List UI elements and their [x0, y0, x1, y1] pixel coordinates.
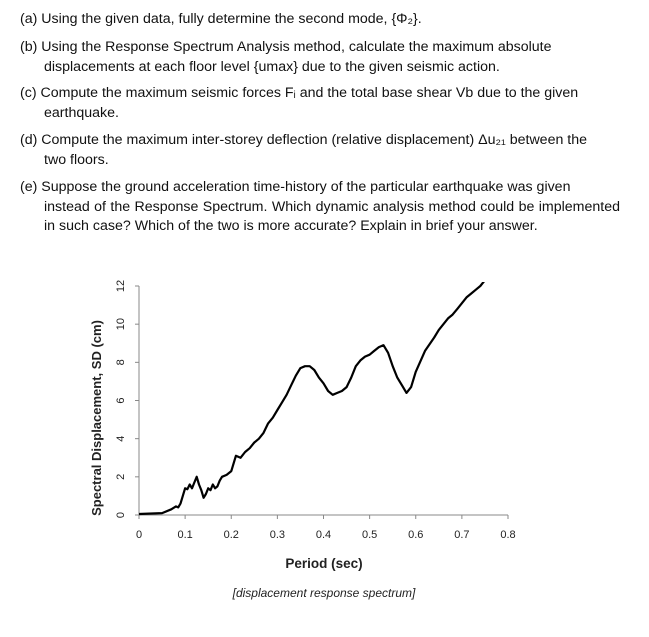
question-e: [20, 178, 620, 237]
question-d-first-line: (d) Compute the maximum inter-storey deflection (relative displacement) Δu₂₁ between the: [20, 132, 588, 148]
x-tick-label: 0.3: [269, 529, 286, 541]
question-a-text: (a) Using the given data, fully determine the second mode, {Φ₂}.: [20, 11, 422, 27]
x-tick-label: 0.6: [408, 529, 424, 541]
question-d-continuation: two floors.: [44, 151, 109, 168]
question-e-first-line: (e) Suppose the ground acceleration time-history of the particular earthquake was given: [20, 179, 571, 195]
x-tick-label: 0.8: [500, 529, 516, 541]
question-d: [20, 131, 620, 170]
question-b: [20, 38, 620, 77]
x-tick-label: 0.5: [361, 529, 378, 541]
y-tick-label: 12: [115, 279, 127, 293]
x-axis-label: Period (sec): [285, 556, 363, 571]
x-tick-label: 0.2: [223, 529, 239, 541]
question-a: [20, 10, 620, 30]
y-tick-label: 2: [115, 473, 127, 480]
x-tick-label: 0.1: [177, 529, 193, 541]
question-c-first-line: (c) Compute the maximum seismic forces Fᵢ and the total base shear Vb due to the given: [20, 85, 579, 101]
question-b-continuation: displacements at each floor level {umax} due to the given seismic action.: [44, 58, 500, 75]
question-c-continuation: earthquake.: [44, 104, 119, 121]
chart-ticks: [115, 280, 516, 541]
y-tick-label: 0: [115, 511, 127, 519]
chart-series: [139, 277, 508, 515]
spectral-displacement-line: [139, 277, 508, 515]
x-tick-label: 0.7: [454, 529, 470, 541]
displacement-response-spectrum-chart: [0, 270, 649, 637]
x-tick-label: 0.4: [315, 529, 332, 541]
y-tick-label: 6: [115, 397, 127, 404]
y-tick-label: 4: [115, 435, 127, 442]
chart-caption: [displacement response spectrum]: [232, 586, 416, 600]
question-c: [20, 84, 620, 123]
x-tick-label: 0: [135, 529, 143, 541]
y-axis-label: Spectral Displacement, SD (cm): [89, 320, 104, 516]
y-tick-label: 8: [115, 359, 127, 366]
y-tick-label: 10: [115, 318, 127, 331]
question-e-continuation: instead of the Response Spectrum. Which dynamic analysis method could be implemented in such case? Which of the two is more accurate? Explain in brief your answer.: [44, 198, 620, 234]
question-b-first-line: (b) Using the Response Spectrum Analysis method, calculate the maximum absolute: [20, 39, 552, 55]
